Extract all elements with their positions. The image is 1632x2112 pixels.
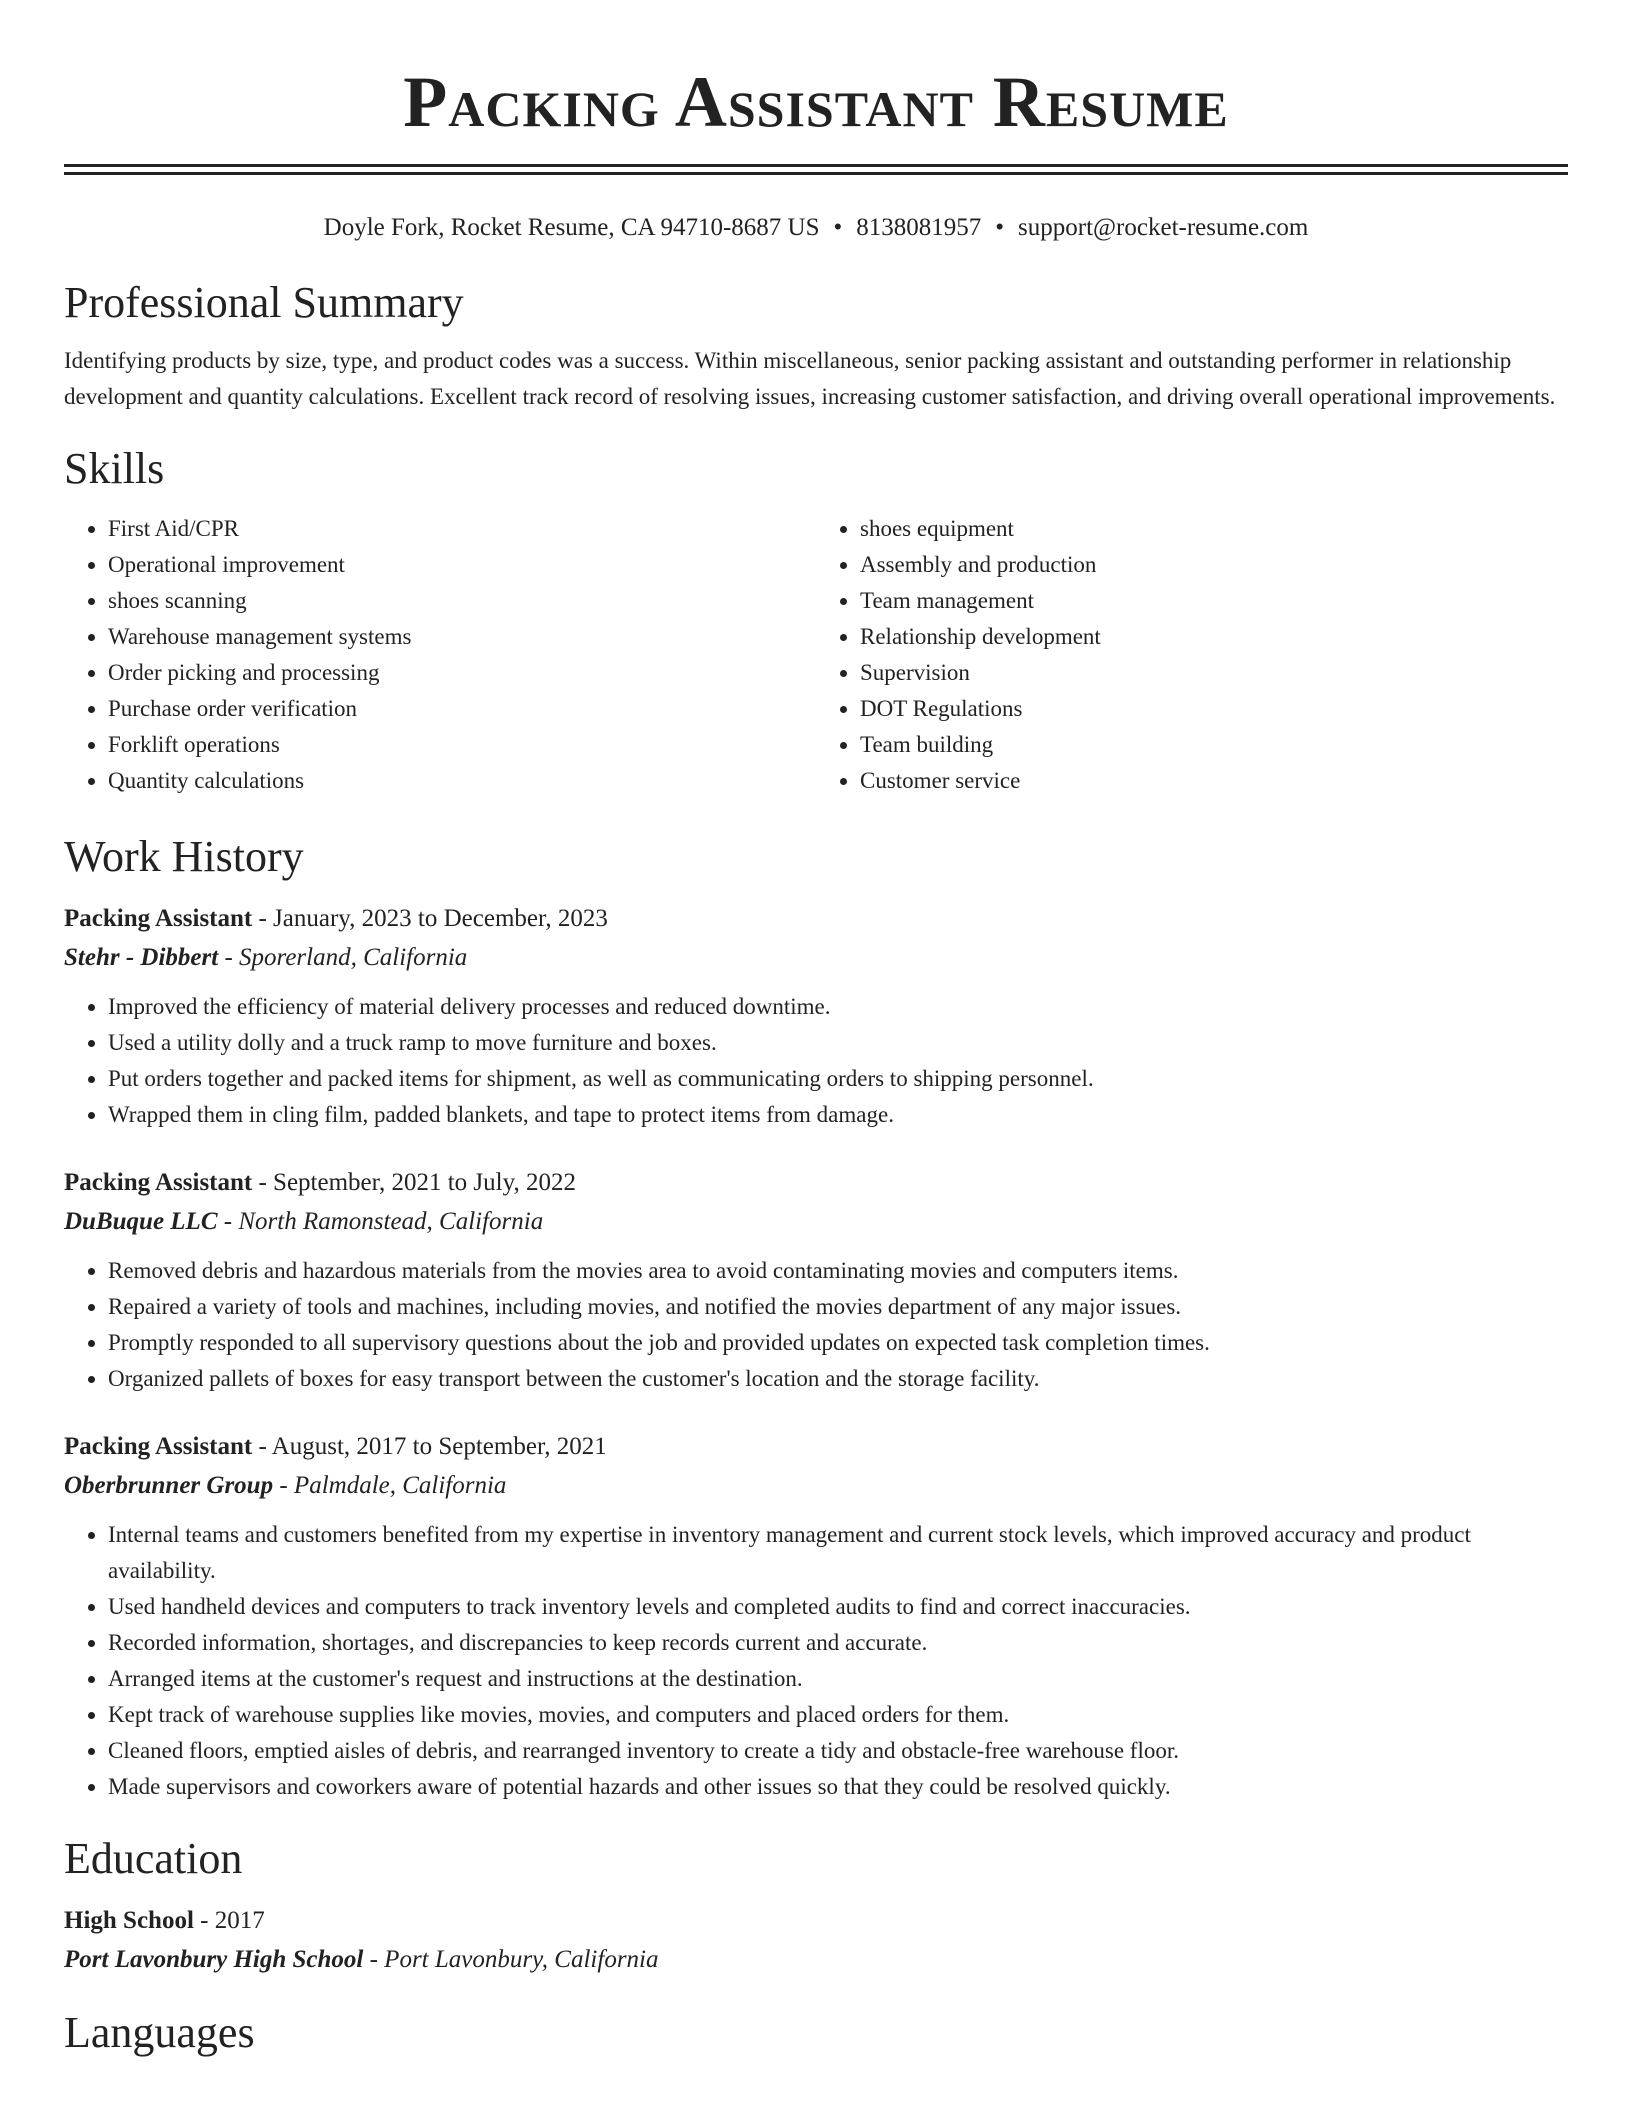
- skill-item: • Relationship development: [860, 619, 1568, 655]
- education-location: - Port Lavonbury, California: [363, 1946, 659, 1973]
- job-bullets: [64, 1253, 1568, 1397]
- skills-list-left: [64, 511, 816, 799]
- job-bullet: • Internal teams and customers benefited from my expertise in inventory management and current stock levels, which improved accuracy and product availability.: [108, 1517, 1568, 1589]
- job-entry: [64, 899, 1568, 1133]
- job-company: Stehr - Dibbert: [64, 944, 219, 971]
- skill-item: • Warehouse management systems: [108, 619, 816, 655]
- skill-item: • Supervision: [860, 655, 1568, 691]
- job-bullet: • Promptly responded to all supervisory questions about the job and provided updates on expected task completion times.: [108, 1325, 1568, 1361]
- title-double-rule: [64, 164, 1568, 175]
- job-title-line: [64, 1163, 1568, 1203]
- section-heading-work: Work History: [64, 832, 304, 881]
- job-bullet: • Wrapped them in cling film, padded blankets, and tape to protect items from damage.: [108, 1097, 1568, 1133]
- section-heading-skills: Skills: [64, 444, 165, 493]
- job-title-line: [64, 899, 1568, 939]
- work-history-section: [64, 829, 1568, 1805]
- education-entry: [64, 1901, 1568, 1979]
- contact-phone: 8138081957: [856, 214, 982, 241]
- job-bullet: • Organized pallets of boxes for easy transport between the customer's location and the storage facility.: [108, 1361, 1568, 1397]
- education-school: Port Lavonbury High School: [64, 1946, 364, 1973]
- section-heading-summary: Professional Summary: [64, 278, 464, 327]
- job-bullet: • Improved the efficiency of material delivery processes and reduced downtime.: [108, 989, 1568, 1025]
- job-bullet: • Cleaned floors, emptied aisles of debris, and rearranged inventory to create a tidy and obstacle-free warehouse floor.: [108, 1733, 1568, 1769]
- section-heading-education: Education: [64, 1834, 243, 1883]
- skill-item: • shoes equipment: [860, 511, 1568, 547]
- languages-section: [64, 2005, 1568, 2061]
- job-entry: [64, 1163, 1568, 1397]
- skill-item: • Quantity calculations: [108, 763, 816, 799]
- job-bullet: • Kept track of warehouse supplies like movies, movies, and computers and placed orders for them.: [108, 1697, 1568, 1733]
- resume-title: Packing Assistant Resume: [403, 62, 1229, 142]
- skill-item: • Forklift operations: [108, 727, 816, 763]
- job-company: DuBuque LLC: [64, 1208, 218, 1235]
- summary-text: Identifying products by size, type, and product codes was a success. Within miscellaneous, senior packing assistant and outstanding performer in relationship development and quantity calculations. Excellent track record of resolving issues, increasing customer satisfaction, and driving overall operational improvements.: [64, 348, 1556, 409]
- contact-email[interactable]: support@rocket-resume.com: [1018, 214, 1309, 241]
- job-company-line: [64, 1203, 1568, 1241]
- job-title: Packing Assistant: [64, 1433, 253, 1460]
- job-title: Packing Assistant: [64, 905, 253, 932]
- job-dates: - September, 2021 to July, 2022: [252, 1169, 576, 1196]
- skill-item: • Operational improvement: [108, 547, 816, 583]
- job-location: - Sporerland, California: [218, 944, 468, 971]
- job-bullet: • Removed debris and hazardous materials from the movies area to avoid contaminating movies and computers items.: [108, 1253, 1568, 1289]
- job-bullets: [64, 989, 1568, 1133]
- skills-list-right: [816, 511, 1568, 799]
- job-company-line: [64, 939, 1568, 977]
- contact-address: Doyle Fork, Rocket Resume, CA 94710-8687 US: [323, 214, 820, 241]
- job-title: Packing Assistant: [64, 1169, 253, 1196]
- professional-summary-section: [64, 275, 1568, 415]
- job-bullet: • Recorded information, shortages, and discrepancies to keep records current and accurate.: [108, 1625, 1568, 1661]
- contact-separator: •: [995, 214, 1005, 241]
- job-location: - North Ramonstead, California: [217, 1208, 544, 1235]
- education-year: - 2017: [193, 1907, 265, 1934]
- skill-item: • Order picking and processing: [108, 655, 816, 691]
- skill-item: • shoes scanning: [108, 583, 816, 619]
- job-bullet: • Put orders together and packed items for shipment, as well as communicating orders to shipping personnel.: [108, 1061, 1568, 1097]
- job-bullets: [64, 1517, 1568, 1805]
- contact-line: [64, 211, 1568, 245]
- job-dates: - January, 2023 to December, 2023: [252, 905, 608, 932]
- job-bullet: • Used a utility dolly and a truck ramp to move furniture and boxes.: [108, 1025, 1568, 1061]
- skill-item: • Customer service: [860, 763, 1568, 799]
- job-bullet: • Made supervisors and coworkers aware of potential hazards and other issues so that they could be resolved quickly.: [108, 1769, 1568, 1805]
- job-company: Oberbrunner Group: [64, 1472, 274, 1499]
- job-dates: - August, 2017 to September, 2021: [252, 1433, 607, 1460]
- education-degree-line: [64, 1901, 1568, 1941]
- job-bullet: • Arranged items at the customer's request and instructions at the destination.: [108, 1661, 1568, 1697]
- job-bullet: • Used handheld devices and computers to track inventory levels and completed audits to find and correct inaccuracies.: [108, 1589, 1568, 1625]
- job-title-line: [64, 1427, 1568, 1467]
- education-section: [64, 1831, 1568, 1979]
- skills-section: [64, 441, 1568, 799]
- skill-item: • Assembly and production: [860, 547, 1568, 583]
- education-school-line: [64, 1941, 1568, 1979]
- job-entry: [64, 1427, 1568, 1805]
- job-location: - Palmdale, California: [273, 1472, 507, 1499]
- skill-item: • Team building: [860, 727, 1568, 763]
- skills-columns: [64, 511, 1568, 799]
- education-degree: High School: [64, 1907, 194, 1934]
- skill-item: • Team management: [860, 583, 1568, 619]
- skill-item: • First Aid/CPR: [108, 511, 816, 547]
- job-company-line: [64, 1467, 1568, 1505]
- contact-separator: •: [833, 214, 843, 241]
- skill-item: • DOT Regulations: [860, 691, 1568, 727]
- section-heading-languages: Languages: [64, 2008, 255, 2057]
- skill-item: • Purchase order verification: [108, 691, 816, 727]
- job-bullet: • Repaired a variety of tools and machines, including movies, and notified the movies department of any major issues.: [108, 1289, 1568, 1325]
